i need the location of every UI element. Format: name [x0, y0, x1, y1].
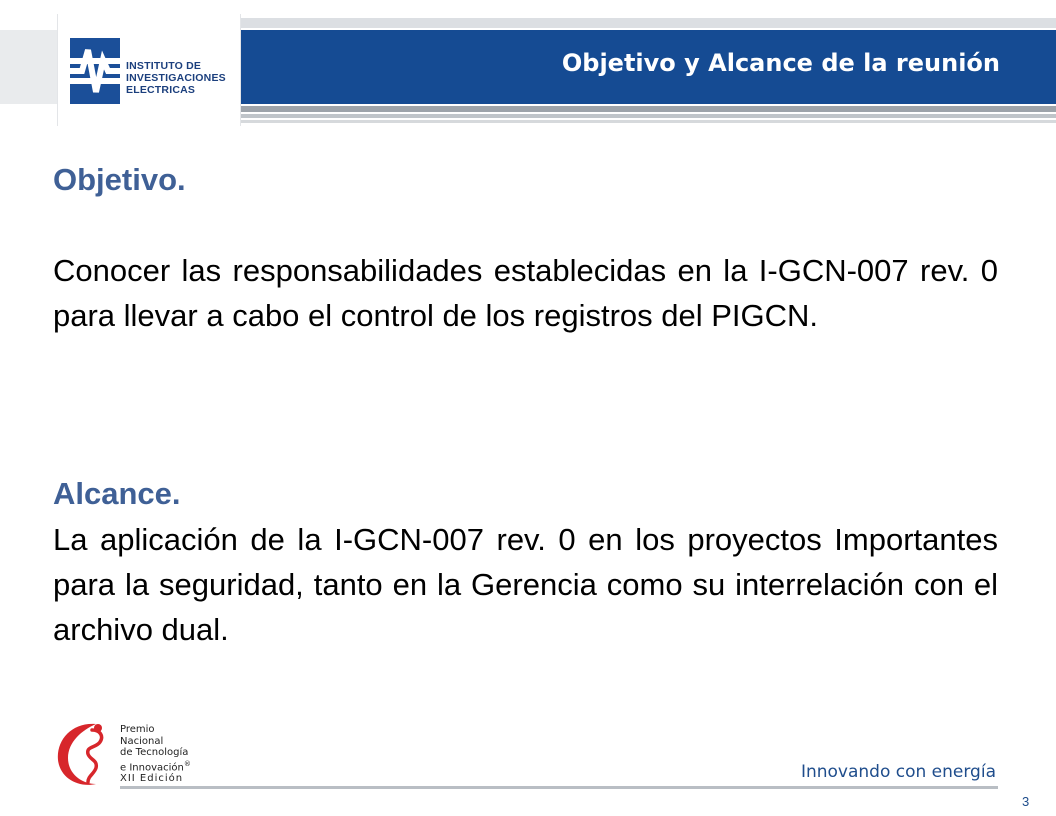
objetivo-heading: Objetivo.: [53, 162, 186, 197]
award-caption: [120, 724, 191, 785]
logo-wordmark: [126, 60, 226, 96]
objetivo-paragraph: Conocer las responsabilidades establecidas en la I-GCN-007 rev. 0 para llevar a cabo el control de los registros del PIGCN.: [53, 253, 998, 333]
footer-divider: [120, 786, 998, 789]
page-number: 3: [1022, 794, 1030, 809]
award-line-text: e Innovación: [120, 761, 184, 773]
header-left-block: [0, 30, 58, 104]
logo-line: ELECTRICAS: [126, 84, 196, 96]
logo-line: INSTITUTO DE: [126, 60, 202, 72]
slogan: Innovando con energía: [800, 762, 996, 782]
award-emblem-icon: [52, 716, 118, 788]
header-top-stripe: [240, 18, 1056, 28]
award-line: [120, 759, 191, 774]
iie-logo-icon: [70, 38, 120, 104]
registered-mark: ®: [183, 759, 191, 768]
alcance-heading: Alcance.: [53, 476, 181, 511]
award-line: de Tecnología: [120, 747, 189, 758]
header-stripe: [240, 106, 1056, 112]
award-line: XII Edición: [120, 773, 184, 785]
alcance-paragraph: La aplicación de la I-GCN-007 rev. 0 en los proyectos Importantes para la seguridad, tanto en la Gerencia como su interrelación con el archivo dual.: [53, 522, 998, 647]
logo-line: INVESTIGACIONES: [126, 72, 226, 84]
slide-title: Objetivo y Alcance de la reunión: [561, 49, 1000, 77]
header-stripe: [240, 120, 1056, 123]
award-line: Premio: [120, 724, 155, 735]
header-stripe: [240, 114, 1056, 118]
award-line: Nacional: [120, 735, 164, 747]
